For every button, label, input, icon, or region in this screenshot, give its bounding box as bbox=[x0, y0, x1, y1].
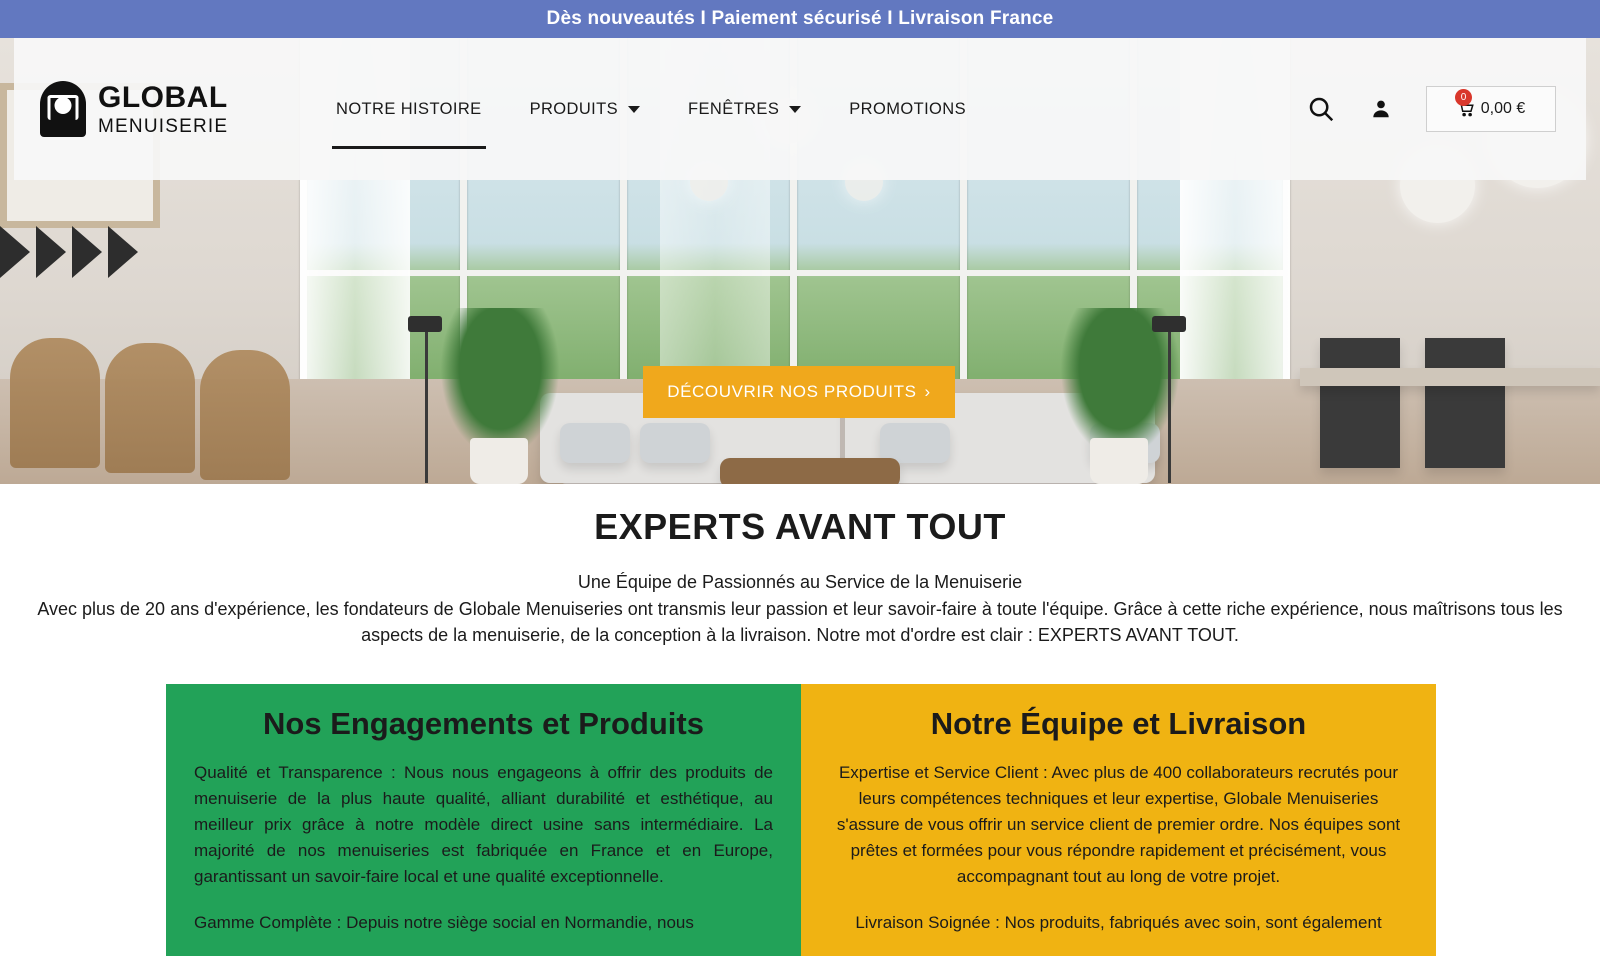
floor-lamp-head-left bbox=[408, 316, 442, 332]
cart-button[interactable] bbox=[1426, 86, 1556, 132]
panel-engagements bbox=[166, 684, 801, 956]
home-pin-icon bbox=[40, 81, 86, 137]
nav-item-promotions[interactable] bbox=[825, 90, 990, 129]
dining-chair bbox=[10, 338, 100, 468]
panel-title: Nos Engagements et Produits bbox=[263, 706, 704, 741]
intro-section bbox=[0, 484, 1600, 648]
chevron-down-icon bbox=[789, 106, 801, 113]
announcement-text: Dès nouveautés I Paiement sécurisé I Livraison France bbox=[546, 8, 1054, 29]
nav-item-notre-histoire[interactable] bbox=[312, 90, 506, 129]
nav-label: FENÊTRES bbox=[688, 99, 780, 118]
cart-total: 0,00 € bbox=[1480, 100, 1526, 117]
intro-subtitle: Une Équipe de Passionnés au Service de la Menuiserie bbox=[577, 572, 1023, 592]
nav-label: PRODUITS bbox=[529, 99, 619, 118]
plant-pot-right bbox=[1090, 438, 1148, 484]
counter-top bbox=[1300, 368, 1600, 386]
main-navigation bbox=[312, 90, 990, 129]
window-transom bbox=[300, 270, 1290, 276]
nav-item-fenetres[interactable] bbox=[664, 90, 825, 129]
announcement-bar bbox=[0, 0, 1600, 38]
plant-left bbox=[440, 308, 560, 458]
nav-item-produits[interactable] bbox=[506, 90, 664, 129]
brand-logo[interactable] bbox=[40, 81, 300, 137]
dining-chair bbox=[105, 343, 195, 473]
floor-lamp-head-right bbox=[1152, 316, 1186, 332]
dining-chair bbox=[200, 350, 290, 480]
bar-stool bbox=[1425, 338, 1505, 468]
panel-paragraph: Livraison Soignée : Nos produits, fabriqués avec soin, sont également bbox=[855, 913, 1382, 932]
page-title: EXPERTS AVANT TOUT bbox=[594, 506, 1006, 547]
info-panels bbox=[166, 684, 1436, 956]
nav-label: NOTRE HISTOIRE bbox=[336, 99, 482, 118]
search-button[interactable] bbox=[1306, 94, 1336, 124]
panel-title: Notre Équipe et Livraison bbox=[930, 706, 1307, 741]
coffee-table bbox=[720, 458, 900, 484]
panel-paragraph: Qualité et Transparence : Nous nous engageons à offrir des produits de menuiserie de la plus haute qualité, alliant durabilité et esthétique, au meilleur prix grâce à notre modèle direct usine sans intermédiaire. La majorité de nos menuiseries est fabriquée en France et en Europe, garantissant un savoir-faire local et une qualité exceptionnelle. bbox=[194, 763, 773, 886]
account-button[interactable] bbox=[1370, 97, 1392, 121]
floor-lamp-left bbox=[425, 323, 428, 483]
chevron-right-icon: › bbox=[924, 382, 931, 401]
cushion bbox=[560, 423, 630, 463]
panel-equipe-livraison bbox=[801, 684, 1436, 956]
chevron-down-icon bbox=[628, 106, 640, 113]
panel-paragraph: Gamme Complète : Depuis notre siège social en Normandie, nous bbox=[194, 913, 694, 932]
floor-lamp-right bbox=[1168, 323, 1171, 483]
panel-paragraph: Expertise et Service Client : Avec plus de 400 collaborateurs recrutés pour leurs compétences techniques et leur expertise, Globale Menuiseries s'assure de vous offrir un service client de premier ordre. Nos équipes sont prêtes et formées pour vous répondre rapidement et précisément, vous accompagnant tout au long de votre projet. bbox=[836, 763, 1401, 886]
nav-label: PROMOTIONS bbox=[849, 99, 967, 118]
cushion bbox=[640, 423, 710, 463]
brand-name-line2: MENUISERIE bbox=[98, 115, 229, 137]
user-icon bbox=[1370, 97, 1392, 121]
bar-stool bbox=[1320, 338, 1400, 468]
discover-products-button[interactable] bbox=[643, 366, 955, 418]
cart-count-badge: 0 bbox=[1455, 89, 1472, 106]
intro-body: Avec plus de 20 ans d'expérience, les fondateurs de Globale Menuiseries ont transmis leur passion et leur savoir-faire à toute l'équipe. Grâce à cette riche expérience, nous maîtrisons tous les aspects de la menuiserie, de la conception à la livraison. Notre mot d'ordre est clair : EXPERTS AVANT TOUT. bbox=[37, 599, 1563, 645]
site-header bbox=[14, 38, 1586, 180]
chevron-decor-icon bbox=[36, 226, 66, 278]
chevron-decor-icon bbox=[108, 226, 138, 278]
discover-products-label: DÉCOUVRIR NOS PRODUITS bbox=[667, 382, 917, 401]
chevron-decor-icon bbox=[0, 226, 30, 278]
plant-pot-left bbox=[470, 438, 528, 484]
brand-text bbox=[98, 80, 229, 137]
brand-name-line1: GLOBAL bbox=[98, 80, 228, 114]
header-actions bbox=[1306, 86, 1586, 132]
chevron-decor-icon bbox=[72, 226, 102, 278]
search-icon bbox=[1306, 94, 1336, 124]
cushion bbox=[880, 423, 950, 463]
